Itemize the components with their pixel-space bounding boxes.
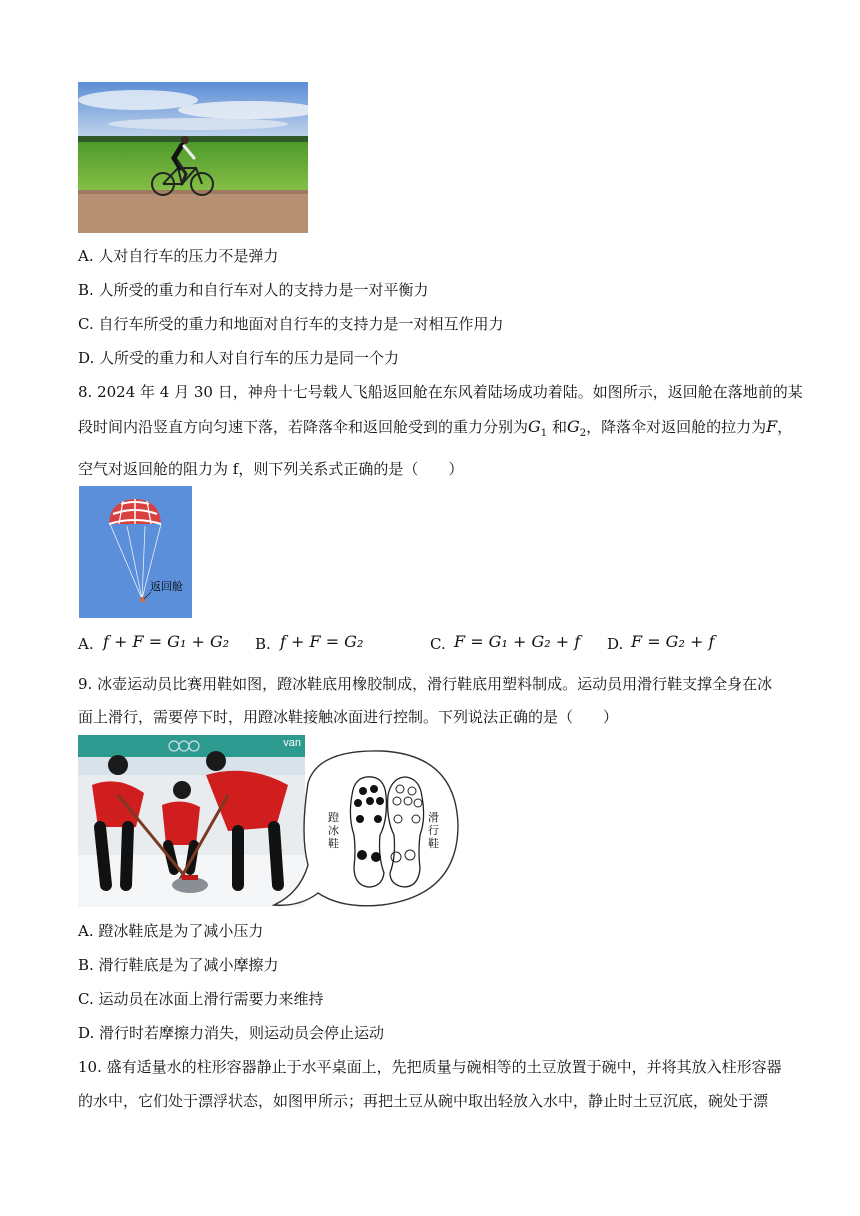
q8-option-d-expr: F = G₂ + f [631, 632, 715, 651]
q8-option-b-label: B. [255, 635, 271, 653]
g1-symbol: $G_1$ [528, 417, 548, 440]
q7-option-a: A. 人对自行车的压力不是弹力 [78, 247, 279, 265]
capsule-label: 返回舱 [150, 580, 183, 593]
banner-text: van [283, 737, 301, 749]
q8-stem-line2 [78, 417, 792, 444]
q9-stem-line1: 9. 冰壶运动员比赛用鞋如图，蹬冰鞋底用橡胶制成，滑行鞋底用塑料制成。运动员用滑行鞋支撑全身在冰 [78, 675, 773, 693]
q9-option-a: A. 蹬冰鞋底是为了减小压力 [78, 922, 264, 940]
shoe-right-label: 滑行鞋 [428, 811, 439, 850]
f-force-symbol: F [766, 417, 778, 436]
q8-stem-line2-c: ，降落伞对返回舱的拉力为 [586, 418, 767, 436]
q9-option-c: C. 运动员在冰面上滑行需要力来维持 [78, 990, 324, 1008]
q8-option-a-label: A. [78, 635, 94, 653]
q8-stem-line2-d: ， [777, 418, 793, 436]
q9-option-b: B. 滑行鞋底是为了减小摩擦力 [78, 956, 279, 974]
cyclist-photo [78, 82, 308, 233]
q8-stem-line3: 空气对返回舱的阻力为 f，则下列关系式正确的是（ ） [78, 460, 464, 478]
g2-letter: G [566, 417, 580, 436]
q7-option-b: B. 人所受的重力和自行车对人的支持力是一对平衡力 [78, 281, 429, 299]
q7-option-d: D. 人所受的重力和人对自行车的压力是同一个力 [78, 349, 400, 367]
q8-options-row [78, 632, 798, 656]
q7-option-c: C. 自行车所受的重力和地面对自行车的支持力是一对相互作用力 [78, 315, 504, 333]
g2-symbol: $G_2$ [566, 417, 587, 440]
shoe-left-label: 蹬冰鞋 [328, 811, 339, 850]
q9-stem-line2: 面上滑行，需要停下时，用蹬冰鞋接触冰面进行控制。下列说法正确的是（ ） [78, 708, 619, 726]
q8-option-d-label: D. [607, 635, 624, 653]
q8-option-c-expr: F = G₁ + G₂ + f [454, 632, 581, 651]
q8-stem-line1: 8. 2024 年 4 月 30 日，神舟十七号载人飞船返回舱在东风着陆场成功着陆。如图所示，返回舱在落地前的某 [78, 383, 803, 401]
q10-stem-line1: 10. 盛有适量水的柱形容器静止于水平桌面上，先把质量与碗相等的土豆放置于碗中，并将其放入柱形容器 [78, 1058, 782, 1076]
q8-option-c-label: C. [430, 635, 446, 653]
q10-stem-line2: 的水中，它们处于漂浮状态，如图甲所示；再把土豆从碗中取出轻放入水中，静止时土豆沉底，碗处于漂 [78, 1092, 769, 1110]
q8-stem-line2-a: 段时间内沿竖直方向匀速下落，若降落伞和返回舱受到的重力分别为 [78, 418, 529, 436]
parachute-photo [79, 486, 192, 618]
q9-option-d: D. 滑行时若摩擦力消失，则运动员会停止运动 [78, 1024, 385, 1042]
shoe-sole-diagram [270, 745, 466, 913]
q8-option-b-expr: f + F = G₂ [280, 632, 364, 651]
q8-option-a-expr: f + F = G₁ + G₂ [103, 632, 230, 651]
q8-stem-line2-b: 和 [551, 418, 567, 436]
g1-letter: G [528, 417, 541, 436]
